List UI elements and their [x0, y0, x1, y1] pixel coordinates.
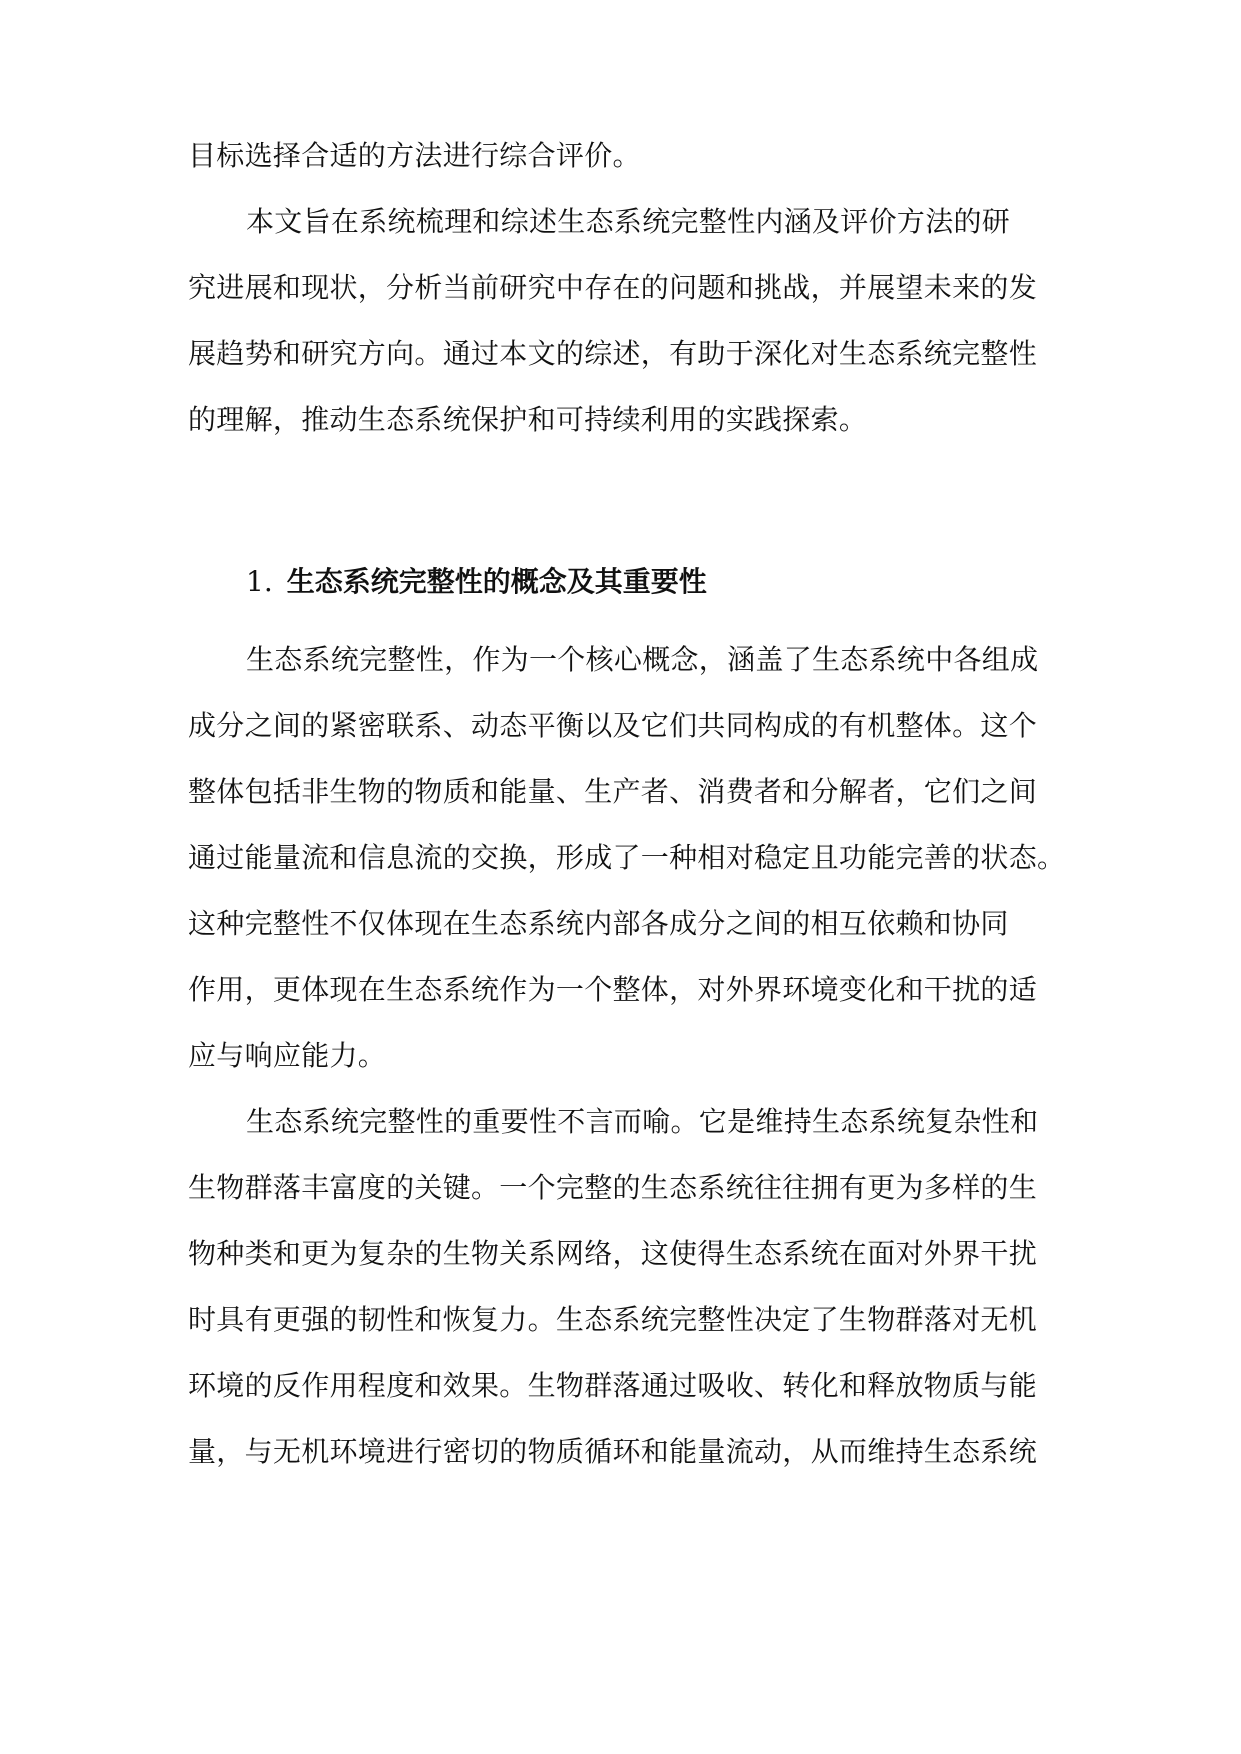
- text-line: 生物群落丰富度的关键。一个完整的生态系统往往拥有更为多样的生: [188, 1171, 1038, 1204]
- text-line: 物种类和更为复杂的生物关系网络，这使得生态系统在面对外界干扰: [188, 1237, 1038, 1270]
- text-line: 环境的反作用程度和效果。生物群落通过吸收、转化和释放物质与能: [188, 1369, 1038, 1402]
- text-line: 成分之间的紧密联系、动态平衡以及它们共同构成的有机整体。这个: [188, 709, 1038, 742]
- text-line: 作用，更体现在生态系统作为一个整体，对外界环境变化和干扰的适: [188, 973, 1038, 1006]
- section-heading: [246, 562, 707, 602]
- text-line: 本文旨在系统梳理和综述生态系统完整性内涵及评价方法的研: [246, 205, 1011, 238]
- text-line: 通过能量流和信息流的交换，形成了一种相对稳定且功能完善的状态。: [188, 841, 1066, 874]
- text-line: 时具有更强的韧性和恢复力。生态系统完整性决定了生物群落对无机: [188, 1303, 1038, 1336]
- section-number: 1.: [246, 565, 273, 598]
- text-line: 应与响应能力。: [188, 1039, 387, 1072]
- text-line: 目标选择合适的方法进行综合评价。: [188, 139, 641, 172]
- text-line: 这种完整性不仅体现在生态系统内部各成分之间的相互依赖和协同: [188, 907, 1009, 940]
- text-line: 生态系统完整性的重要性不言而喻。它是维持生态系统复杂性和: [246, 1105, 1039, 1138]
- text-line: 量，与无机环境进行密切的物质循环和能量流动，从而维持生态系统: [188, 1435, 1038, 1468]
- text-line: 生态系统完整性，作为一个核心概念，涵盖了生态系统中各组成: [246, 643, 1039, 676]
- text-line: 的理解，推动生态系统保护和可持续利用的实践探索。: [188, 403, 868, 436]
- text-line: 整体包括非生物的物质和能量、生产者、消费者和分解者，它们之间: [188, 775, 1038, 808]
- section-title: 生态系统完整性的概念及其重要性: [286, 565, 707, 598]
- text-line: 究进展和现状，分析当前研究中存在的问题和挑战，并展望未来的发: [188, 271, 1038, 304]
- text-line: 展趋势和研究方向。通过本文的综述，有助于深化对生态系统完整性: [188, 337, 1038, 370]
